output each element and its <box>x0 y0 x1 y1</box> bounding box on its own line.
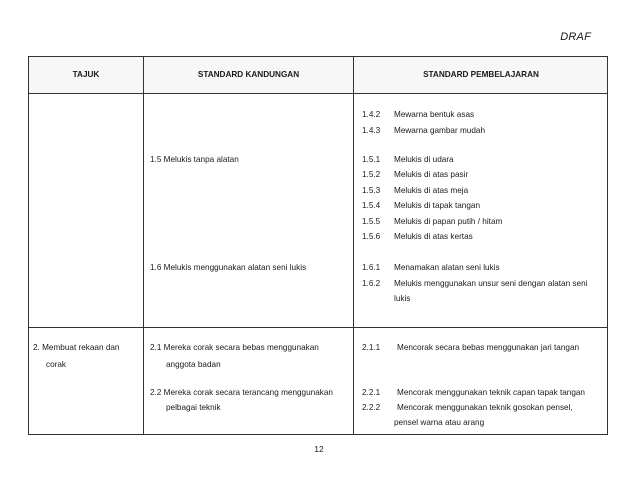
list-item: 2.2.1 Mencorak menggunakan teknik capan tapak tangan <box>362 388 585 397</box>
tajuk-title-continuation: corak <box>46 360 67 369</box>
list-item: 1.4.2 Mewarna bentuk asas <box>362 110 475 119</box>
list-item: 1.6.2 Melukis menggunakan unsur seni dengan alatan seni <box>362 279 588 288</box>
column-divider <box>143 57 144 434</box>
content-standard-2-1: 2.1 Mereka corak secara bebas menggunakan <box>150 343 319 352</box>
list-item: 1.5.3 Melukis di atas meja <box>362 186 469 195</box>
list-item-continuation: lukis <box>394 294 411 303</box>
content-standard-1-6: 1.6 Melukis menggunakan alatan seni lukis <box>150 263 307 272</box>
content-standard-2-1-continuation: anggota badan <box>166 360 221 369</box>
content-standard-1-5: 1.5 Melukis tanpa alatan <box>150 155 239 164</box>
list-item: 1.5.5 Melukis di papan putih / hitam <box>362 217 503 226</box>
draft-label: DRAF <box>560 31 591 43</box>
list-item: 1.4.3 Mewarna gambar mudah <box>362 126 486 135</box>
column-header-standard-pembelajaran: STANDARD PEMBELAJARAN <box>423 70 539 79</box>
list-item: 2.1.1 Mencorak secara bebas menggunakan jari tangan <box>362 343 580 352</box>
content-standard-2-2: 2.2 Mereka corak secara terancang menggunakan <box>150 388 333 397</box>
column-header-standard-kandungan: STANDARD KANDUNGAN <box>197 70 300 79</box>
content-standard-2-2-continuation: pelbagai teknik <box>166 403 221 412</box>
curriculum-table <box>28 56 608 435</box>
list-item: 1.5.1 Melukis di udara <box>362 155 454 164</box>
list-item-continuation: pensel warna atau arang <box>394 418 485 427</box>
list-item: 1.5.4 Melukis di tapak tangan <box>362 201 481 210</box>
table-header <box>29 57 607 94</box>
list-item: 1.5.6 Melukis di atas kertas <box>362 232 473 241</box>
list-item: 1.5.2 Melukis di atas pasir <box>362 170 469 179</box>
column-divider <box>353 57 354 434</box>
column-header-tajuk: TAJUK <box>72 70 100 79</box>
row-divider <box>29 327 607 328</box>
tajuk-title: 2. Membuat rekaan dan <box>33 343 120 352</box>
list-item: 1.6.1 Menamakan alatan seni lukis <box>362 263 500 272</box>
page-number: 12 <box>314 444 324 454</box>
list-item: 2.2.2 Mencorak menggunakan teknik gosokan pensel, <box>362 403 573 412</box>
